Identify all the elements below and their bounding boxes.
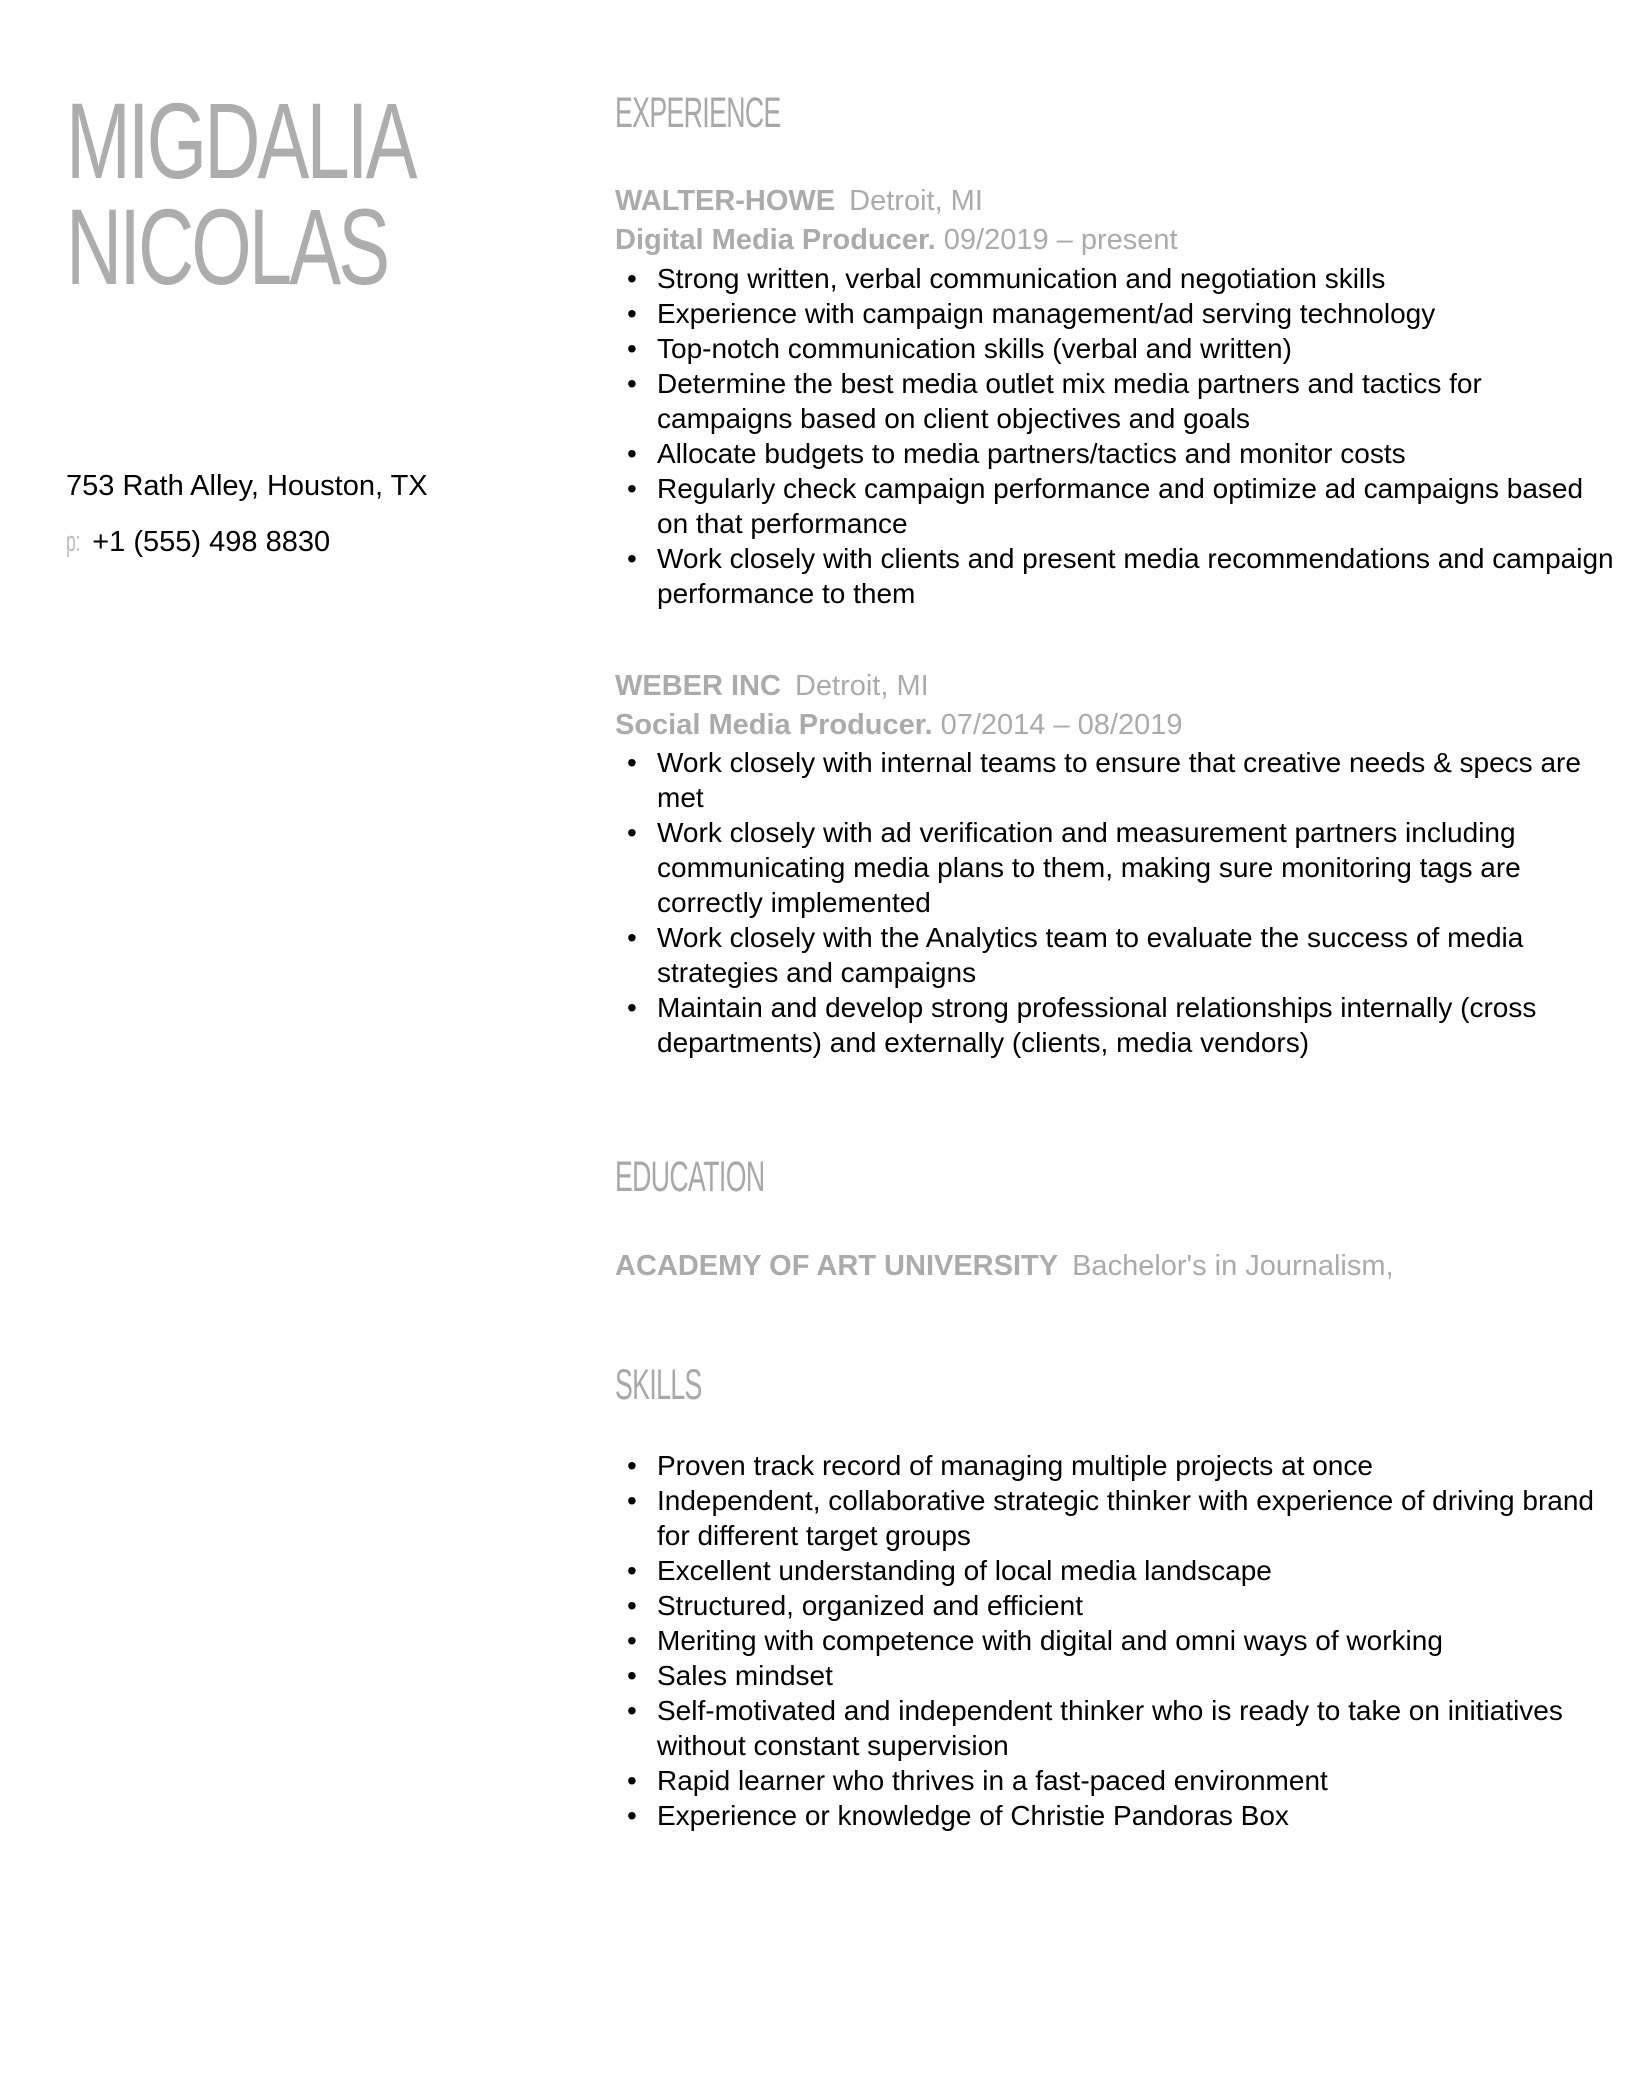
phone-number: +1 (555) 498 8830 [92,526,331,558]
job-2-company: WEBER INC [615,670,781,702]
list-item: • Regularly check campaign performance and optimize ad campaigns based on that performance [657,471,1617,541]
list-item: • Work closely with ad verification and measurement partners including communicating media plans to them, making sure monitoring tags are correctly implemented [657,815,1617,920]
list-item: • Maintain and develop strong professional relationships internally (cross departments) and externally (clients, media vendors) [657,990,1617,1060]
list-item: • Sales mindset [657,1658,1617,1693]
list-item: • Independent, collaborative strategic thinker with experience of driving brand for different target groups [657,1483,1617,1553]
job-2-header [615,667,929,705]
phone-line [66,524,330,560]
list-item: • Structured, organized and efficient [657,1588,1617,1623]
degree: Bachelor's in Journalism, [1072,1250,1394,1282]
address: 753 Rath Alley, Houston, TX [66,470,428,502]
candidate-name [66,80,415,307]
education-entry [615,1247,1394,1285]
list-item: • Work closely with clients and present media recommendations and campaign performance to them [657,541,1617,611]
job-1-location: Detroit, MI [849,185,983,217]
phone-prefix: p: [66,526,81,558]
list-item: • Rapid learner who thrives in a fast-paced environment [657,1763,1617,1798]
job-2-role: Social Media Producer. [615,709,933,741]
school-name: ACADEMY OF ART UNIVERSITY [615,1250,1059,1282]
list-item: • Experience with campaign management/ad serving technology [657,296,1617,331]
list-item: • Self-motivated and independent thinker who is ready to take on initiatives without constant supervision [657,1693,1617,1763]
list-item: • Proven track record of managing multiple projects at once [657,1448,1617,1483]
list-item: • Strong written, verbal communication and negotiation skills [657,261,1617,296]
list-item: • Determine the best media outlet mix media partners and tactics for campaigns based on client objectives and goals [657,366,1617,436]
job-1-dates: 09/2019 – present [943,224,1178,256]
list-item: • Top-notch communication skills (verbal and written) [657,331,1617,366]
experience-heading: EXPERIENCE [615,89,781,137]
list-item: • Work closely with the Analytics team to evaluate the success of media strategies and campaigns [657,920,1617,990]
first-name: MIGDALIA [66,80,415,201]
skills-list [615,1448,1617,1833]
list-item: • Allocate budgets to media partners/tactics and monitor costs [657,436,1617,471]
education-heading: EDUCATION [615,1153,765,1201]
job-1-role: Digital Media Producer. [615,224,936,256]
job-2-bullets [615,745,1617,1060]
job-1-header [615,182,983,220]
job-1-bullets [615,261,1617,611]
list-item: • Work closely with internal teams to ensure that creative needs & specs are met [657,745,1617,815]
job-2-role-line [615,706,1182,744]
list-item: • Experience or knowledge of Christie Pandoras Box [657,1798,1617,1833]
job-2-location: Detroit, MI [794,670,929,702]
last-name: NICOLAS [66,186,388,307]
job-1-company: WALTER-HOWE [615,185,836,217]
job-1-role-line [615,221,1178,259]
skills-heading: SKILLS [615,1361,702,1409]
list-item: • Meriting with competence with digital and omni ways of working [657,1623,1617,1658]
job-2-dates: 07/2014 – 08/2019 [940,709,1183,741]
list-item: • Excellent understanding of local media landscape [657,1553,1617,1588]
